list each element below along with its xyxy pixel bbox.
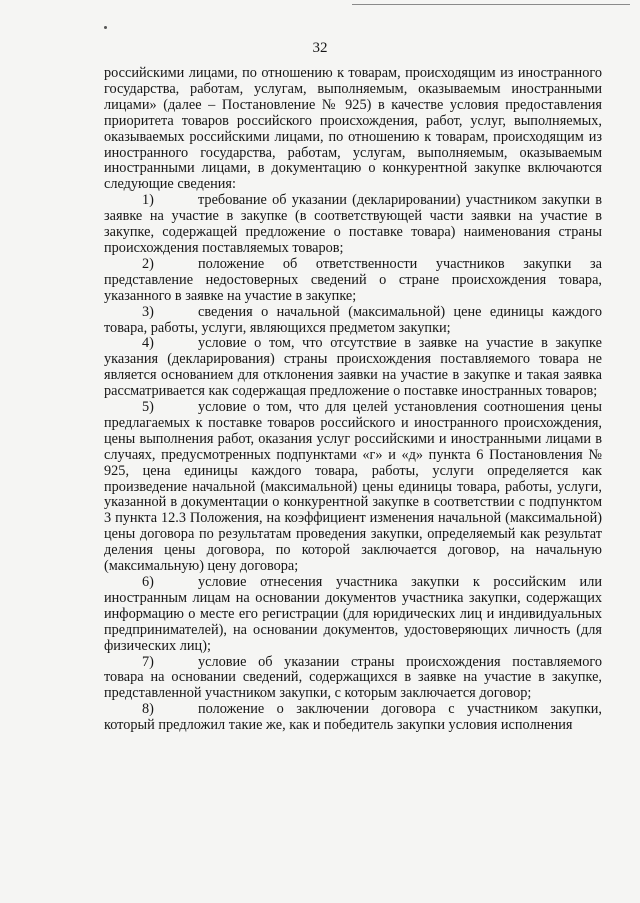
paragraph-intro: российскими лицами, по отношению к товарам, происходящим из иностранного государства, работам, услугам, выполняемым, оказываемым иностранными лицами» (далее – Постановление № 925) в качестве условия предоставления приоритета товаров российского происхождения, работ, услуг, выполняемых, оказываемых российскими лицами, по отношению к товарам, происходящим из иностранного государства, работам, услугам, выполняемым, оказываемым иностранными лицами, в документацию о конкурентной закупке включаются следующие сведения: [104,65,602,193]
list-item-7: 7) условие об указании страны происхождения поставляемого товара на основании сведений, содержащихся в заявке на участие в закупке, представленной участником закупки, с которым заключается договор; [104,653,602,702]
list-item-6: 6) условие отнесения участника закупки к российским или иностранным лицам на основании документов участника закупки, содержащих информацию о месте его регистрации (для юридических лиц и индивидуальных предпринимателей), на основании документов, удостоверяющих личность (для физических лиц); [104,574,602,654]
list-item-2: 2) положение об ответственности участников закупки за представление недостоверных сведений о стране происхождения товара, указанного в заявке на участие в закупке; [104,255,602,304]
list-item-1: 1) требование об указании (декларировании) участником закупки в заявке на участие в закупке (в соответствующей части заявки на участие в закупке, содержащей предложение о поставке товара) наименования страны происхождения поставляемых товаров; [104,192,602,256]
list-marker: 5) [142,399,154,416]
document-body [104,66,602,734]
list-marker: 4) [142,335,154,352]
list-marker: 6) [142,574,154,590]
list-item-8: 8) положение о заключении договора с участником закупки, который предложил такие же, как и победитель закупки условия исполнения [104,701,602,734]
list-marker: 1) [142,192,154,209]
list-marker: 8) [142,701,154,718]
list-item-5: 5) условие о том, что для целей установления соотношения цены предлагаемых к поставке товаров российского и иностранного происхождения, цены выполнения работ, оказания услуг российскими и иностранными лицами в случаях, предусмотренных подпунктами «г» и «д» пункта 6 Постановления № 925, цена единицы каждого товара, работы, услуги определяется как произведение начальной (максимальной) цены единицы товара, работы, услуги, указанной в документации о конкурентной закупке в соответствии с подпунктом 3 пункта 12.3 Положения, на коэффициент изменения начальной (максимальной) цены договора по результатам проведения закупки, определяемый как результат деления цены договора, по которой заключается договор, на начальную (максимальную) цену договора; [104,399,602,575]
list-marker: 7) [142,653,154,670]
list-marker: 2) [142,255,154,272]
scan-dot [104,26,107,29]
list-marker: 3) [142,303,154,320]
page-number: 32 [312,40,328,56]
list-item-3: 3) сведения о начальной (максимальной) цене единицы каждого товара, работы, услуги, являющихся предметом закупки; [104,303,602,336]
scan-edge-line [352,4,630,5]
list-item-4: 4) условие о том, что отсутствие в заявке на участие в закупке указания (декларирования) страны происхождения поставляемого товара не является основанием для отклонения заявки на участие в закупке и такая заявка рассматривается как содержащая предложение о поставке иностранных товаров; [104,335,602,400]
